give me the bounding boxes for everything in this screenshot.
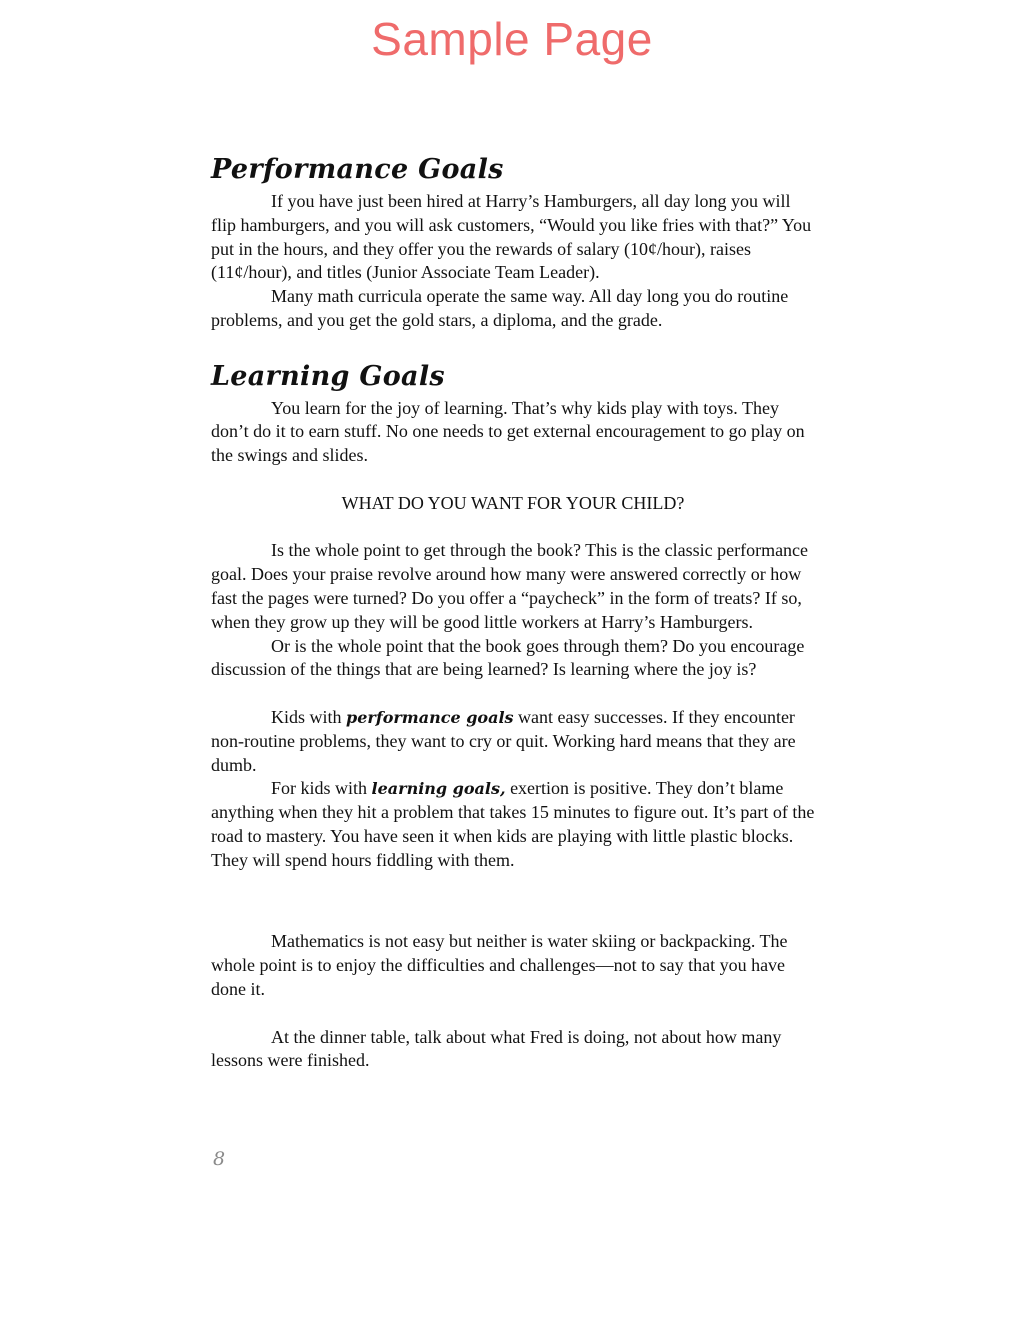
learning-paragraph-4 xyxy=(211,706,815,777)
learning-paragraph-6: Mathematics is not easy but neither is water skiing or backpacking. The whole point is to enjoy the difficulties and challenges—not to say that you have done it. xyxy=(211,931,788,999)
learning-paragraph-2: Is the whole point to get through the book? This is the classic performance goal. Does your praise revolve around how many were answered correctly or how fast the pages were turned? Do you offer a “paycheck” in the form of treats? If so, when they grow up they will be good little workers at Harry’s Hamburgers. xyxy=(211,540,809,632)
learning-goals-heading: Learning Goals xyxy=(211,360,445,392)
learning-paragraph-5 xyxy=(211,777,815,872)
section-spacer xyxy=(211,333,815,357)
performance-paragraph-1: If you have just been hired at Harry’s Hamburgers, all day long you will flip hamburgers, and you will ask customers, “Would you like fries with that?” You put in the hours, and they offer you the rewards of salary (10¢/hour), raises (11¢/hour), and titles (Junior Associate Team Leader). xyxy=(211,191,812,283)
performance-paragraph-2: Many math curricula operate the same way. All day long you do routine problems, and you get the gold stars, a diploma, and the grade. xyxy=(211,286,789,330)
paragraph-5-lead: For kids with xyxy=(271,778,372,799)
child-question: WHAT DO YOU WANT FOR YOUR CHILD? xyxy=(341,492,685,513)
learning-goals-emphasis: learning goals, xyxy=(371,779,506,799)
learning-paragraph-1: You learn for the joy of learning. That’s why kids play with toys. They don’t do it to earn stuff. No one needs to get external encouragement to go play on the swings and slides. xyxy=(211,397,805,466)
spacer xyxy=(211,873,815,897)
spacer xyxy=(211,896,815,930)
sample-page-watermark: Sample Page xyxy=(371,13,653,65)
page-content xyxy=(211,150,815,1073)
performance-goals-heading: Performance Goals xyxy=(211,154,504,185)
spacer xyxy=(211,516,815,540)
paragraph-5-rest: exertion is positive. They don’t blame anything when they hit a problem that takes 15 minutes to figure out. It’s part of the road to mastery. You have seen it when kids are playing with little plastic blocks. They will spend hours fiddling with them. xyxy=(211,778,815,870)
spacer xyxy=(211,468,815,492)
paragraph-4-lead: Kids with xyxy=(271,706,347,727)
spacer xyxy=(211,682,815,706)
spacer xyxy=(211,1002,815,1026)
performance-goals-emphasis: performance goals xyxy=(346,707,514,727)
learning-paragraph-3: Or is the whole point that the book goes through them? Do you encourage discussion of the things that are being learned? Is learning where the joy is? xyxy=(211,635,805,680)
learning-paragraph-7: At the dinner table, talk about what Fred is doing, not about how many lessons were finished. xyxy=(211,1026,782,1071)
page-number: 8 xyxy=(213,1148,226,1170)
paragraph-4-rest: want easy successes. If they encounter non-routine problems, they want to cry or quit. Working hard means that they are dumb. xyxy=(211,706,796,775)
